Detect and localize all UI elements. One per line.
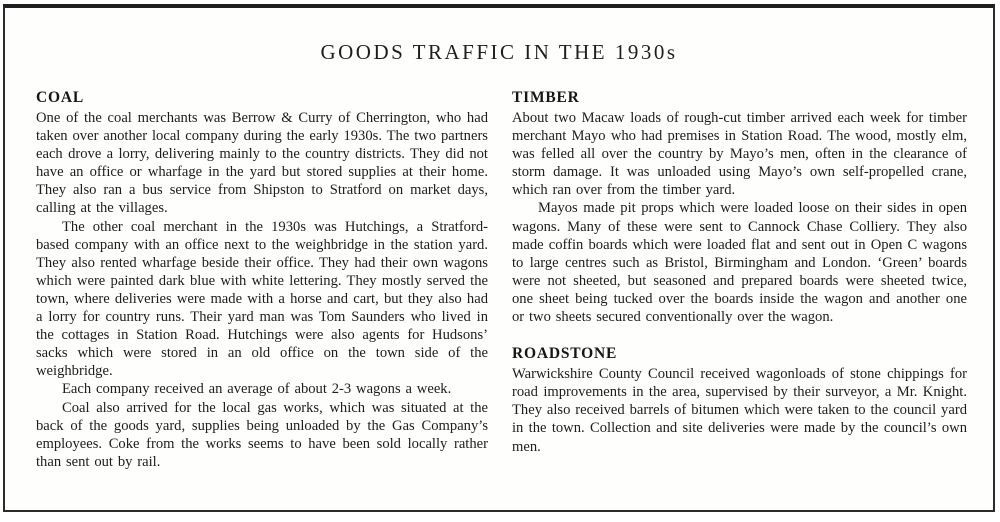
page-border-frame xyxy=(3,4,995,512)
timber-paragraph-2: Mayos made pit props which were loaded loose on their sides in open wagons. Many of these were sent to Cannock Chase Colliery. They also made coffin boards which were loaded flat and sent out in Open C wagons to large centres such as Bristol, Birmingham and London. ‘Green’ boards were not sheeted, but seasoned and prepared boards were sheeted twice, one sheet being tucked over the boards inside the wagon and another one or two sheets secured conventionally over the wagon. xyxy=(512,200,967,326)
section-heading-roadstone: ROADSTONE xyxy=(512,345,618,363)
timber-paragraph-1: About two Macaw loads of rough-cut timber arrived each week for timber merchant Mayo who had premises in Station Road. The wood, mostly elm, was felled all over the country by Mayo’s men, often in the clearance of storm damage. It was unloaded using Mayo’s own self-propelled crane, which ran over from the timber yard. xyxy=(512,110,967,199)
coal-paragraph-4: Coal also arrived for the local gas works, which was situated at the back of the goods yard, supplies being unloaded by the Gas Company’s employees. Coke from the works seems to have been sold locally rather than sent out by rail. xyxy=(36,399,488,470)
left-column xyxy=(36,89,488,471)
roadstone-paragraph-1: Warwickshire County Council received wagonloads of stone chippings for road improvements in the area, supervised by their surveyor, a Mr. Knight. They also received barrels of bitumen which were taken to the council yard in the town. Collection and site deliveries were made by the council’s own men. xyxy=(512,366,967,455)
section-coal xyxy=(36,89,488,471)
coal-paragraph-2: The other coal merchant in the 1930s was Hutchings, a Stratford-based company with an office next to the weighbridge in the station yard. They also rented wharfage beside their office. They had their own wagons which were painted dark blue with white lettering. They mostly served the town, where deliveries were made with a horse and cart, but they also had a lorry for country runs. Their yard man was Tom Saunders who lived in the cottages in Station Road. Hutchings were also agents for Hudsons’ sacks which were stored in an old office on the town side of the weighbridge. xyxy=(36,218,488,380)
two-column-layout xyxy=(5,89,993,471)
coal-paragraph-1: One of the coal merchants was Berrow & Curry of Cherrington, who had taken over another local company during the early 1930s. The two partners each drove a lorry, delivering mainly to the country districts. They did not have an office or wharfage in the yard but stored supplies at their home. They also ran a bus service from Shipston to Stratford on market days, calling at the villages. xyxy=(36,110,488,217)
section-timber xyxy=(512,89,967,326)
section-heading-timber: TIMBER xyxy=(512,89,580,106)
right-column xyxy=(512,89,967,471)
coal-paragraph-3: Each company received an average of about 2-3 wagons a week. xyxy=(62,381,452,398)
page-title: GOODS TRAFFIC IN THE 1930s xyxy=(320,40,678,64)
section-roadstone xyxy=(512,345,967,455)
section-heading-coal: COAL xyxy=(36,89,84,106)
